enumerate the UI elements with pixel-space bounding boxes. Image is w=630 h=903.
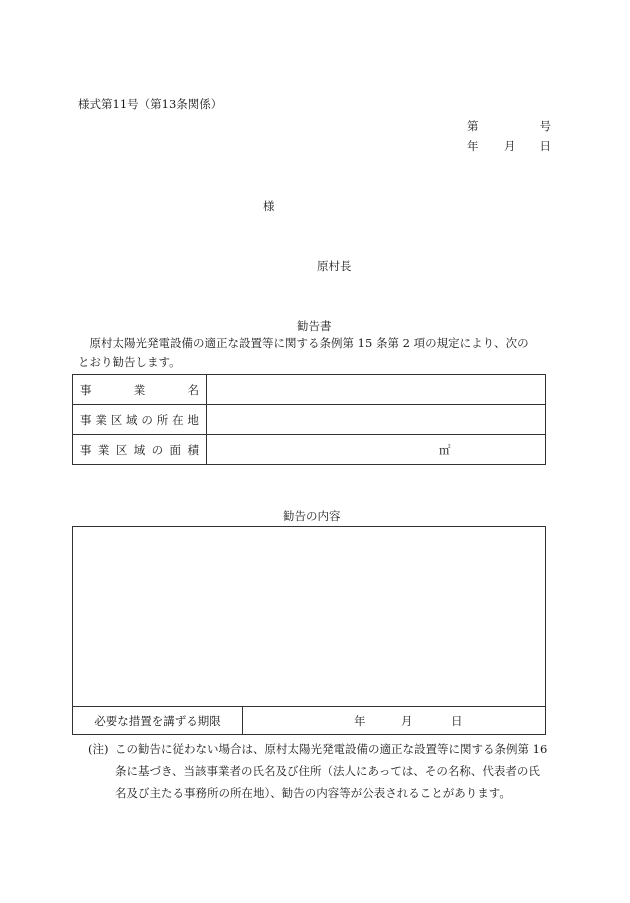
deadline-year: 年 [354,714,366,728]
row-label-location: 事 業 区 域 の 所 在 地 [73,405,207,435]
area-unit: ㎡ [439,442,451,457]
note-mark: (注) [88,742,109,756]
deadline-value [243,707,546,735]
addressee-suffix: 様 [263,199,275,213]
table-row [73,405,546,435]
document-title: 勧告書 [297,319,332,333]
business-name-value [207,375,546,405]
table-row [73,707,546,735]
content-heading: 勧告の内容 [283,509,341,523]
table-row [73,435,546,465]
doc-no-prefix: 第 [467,119,479,133]
deadline-day: 日 [451,714,463,728]
document-number [467,118,551,134]
location-value [207,405,546,435]
date-month: 月 [504,139,516,153]
date-year: 年 [467,139,479,153]
deadline-table [72,706,546,735]
area-value [207,435,546,465]
intro-line-2: とおり勧告します。 [78,355,181,369]
doc-no-suffix: 号 [539,119,551,133]
issuer: 原村長 [317,259,352,273]
note [88,738,550,804]
note-text: この勧告に従わない場合は、原村太陽光発電設備の適正な設置等に関する条例第 16 条に基づき、当該事業者の氏名及び住所（法人にあっては、その名称、代表者の氏名及び主たる事務所の所在地）、勧告の内容等が公表されることがあります。 [115,742,548,800]
deadline-month: 月 [401,714,413,728]
row-label-area: 事 業 区 域 の 面 積 [73,435,207,465]
deadline-label: 必要な措置を講ずる期限 [73,707,243,735]
business-info-table [72,374,546,465]
form-number: 様式第11号（第13条関係） [78,97,223,111]
row-label-business-name: 事 業 名 [73,375,207,405]
table-row [73,375,546,405]
date-day: 日 [539,139,551,153]
recommendation-content-box [72,526,546,707]
intro-line-1: 原村太陽光発電設備の適正な設置等に関する条例第 15 条第 2 項の規定により、次の [78,336,529,350]
